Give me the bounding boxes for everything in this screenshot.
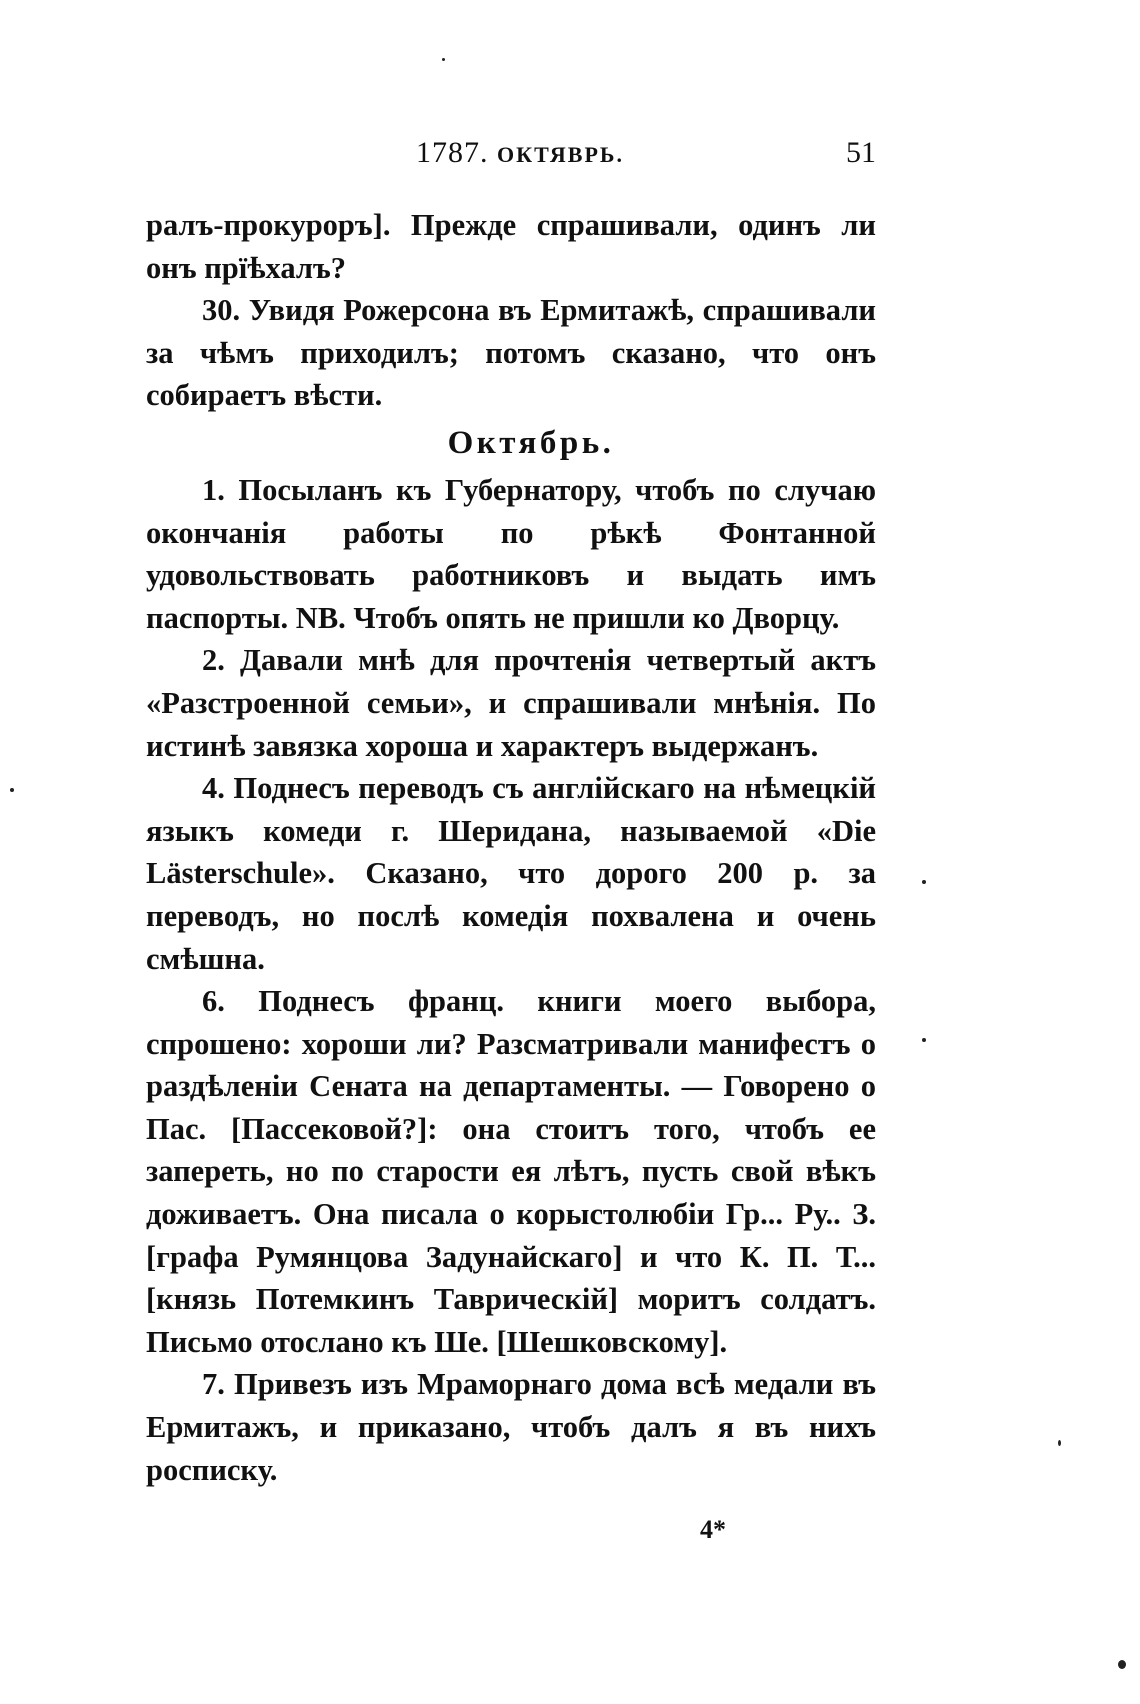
entry-text: Поднесъ переводъ съ англійскаго на нѣмецкій языкъ комеди г. Шеридана, называемой «Die Lästerschule». Сказано, что дорого 200 р. за переводъ, но послѣ комедія похвалена и очень смѣшна. (146, 771, 876, 976)
section-heading: Октябрь. (447, 424, 615, 461)
entry-number: 7. (202, 1367, 225, 1402)
entry-2 (146, 639, 876, 767)
print-speck (922, 1038, 926, 1042)
running-head (146, 128, 876, 178)
page-number: 51 (846, 136, 876, 169)
entry-4 (146, 767, 876, 980)
header-month: ОКТЯВРЬ. (497, 142, 624, 167)
main-text (146, 204, 876, 1551)
entry-number: 30. (202, 293, 241, 328)
entry-text: Поднесъ франц. книги моего выбора, спрошено: хороши ли? Разсматривали манифестъ о раздѣленіи Сената на департаменты. — Говорено о Пас. [Пассековой?]: она стоитъ того, чтобъ ее запереть, но по старости ея лѣтъ, пусть свой вѣкъ доживаетъ. Она писала о корыстолюбіи Гр... Ру.. З. [графа Румянцова Задунайскаго] и что К. П. Т... [князь Потемкинъ Таврическій] моритъ солдатъ. Письмо отослано къ Ше. [Шешковскому]. (146, 984, 877, 1359)
signature-area (146, 1491, 876, 1551)
print-speck (1058, 1440, 1061, 1446)
print-speck (10, 788, 14, 792)
entry-30 (146, 289, 876, 417)
entry-6 (146, 980, 876, 1363)
entry-number: 2. (202, 643, 225, 678)
entry-text: Привезъ изъ Мраморнаго дома всѣ медали въ Ермитажъ, и приказано, чтобъ далъ я въ нихъ росписку. (146, 1367, 876, 1487)
entry-number: 6. (202, 984, 225, 1019)
entry-1 (146, 469, 876, 639)
signature-mark: 4* (700, 1515, 726, 1545)
continuation-paragraph: ралъ-прокуроръ]. Прежде спрашивали, одинъ ли онъ прїѣхалъ? (146, 208, 876, 285)
print-speck (442, 58, 445, 61)
header-year: 1787. (416, 136, 489, 169)
entry-number: 1. (202, 472, 225, 507)
entry-number: 4. (202, 771, 225, 806)
print-speck (922, 880, 926, 884)
entry-text: Посыланъ къ Губернатору, чтобъ по случаю окончанія работы по рѣкѣ Фонтанной удовольствовать работниковъ и выдать имъ паспорты. NB. Чтобъ опять не пришли ко Дворцу. (146, 472, 876, 635)
running-title (416, 136, 624, 170)
entry-text: Давали мнѣ для прочтенія четвертый актъ «Разстроенной семьи», и спрашивали мнѣнія. По истинѣ завязка хороша и характеръ выдержанъ. (146, 643, 876, 763)
entry-text: Увидя Рожерсона въ Ермитажѣ, спрашивали за чѣмъ приходилъ; потомъ сказано, что онъ собираетъ вѣсти. (146, 293, 876, 413)
print-speck (1118, 1660, 1126, 1669)
entry-7 (146, 1363, 876, 1491)
